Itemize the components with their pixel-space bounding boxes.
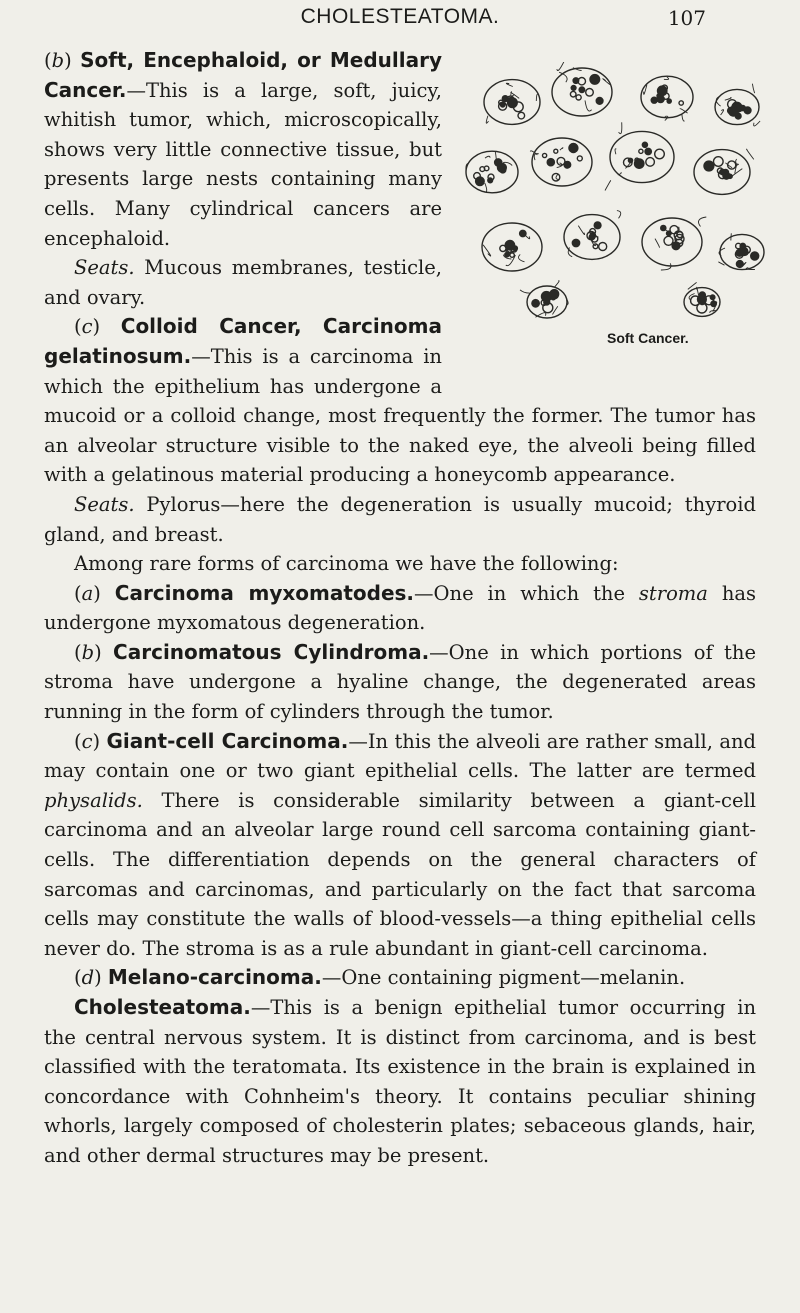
stroma-stroke [484, 183, 487, 192]
body-text [44, 46, 756, 1171]
section-text: —This is a benign epithelial tumor occurring in the central nervous system. It is distinct from carcinoma, and is best classified with the teratomata. Its existence in the brain is explained in concordance with Cohnheim's theory. It contains peculiar shining whorls, largely composed of cholesterin plates; sebaceous glands, hair, and other dermal structures may be present. [44, 996, 756, 1167]
cell [571, 86, 576, 91]
cell [594, 222, 601, 229]
cell [639, 149, 643, 153]
section-heading: Carcinomatous Cylindroma. [113, 639, 430, 664]
cell [505, 252, 509, 256]
cell [520, 230, 526, 236]
cell [569, 144, 578, 153]
section-giant-cell [44, 727, 756, 964]
cell [655, 149, 665, 159]
cell [554, 149, 558, 153]
cell [510, 253, 514, 257]
stroma-stroke [585, 100, 592, 111]
stroma-stroke [605, 181, 611, 191]
cell [543, 153, 547, 157]
cell [599, 243, 607, 251]
section-heading: Melano-carcinoma. [107, 965, 322, 990]
cell [667, 99, 671, 103]
cell [751, 252, 759, 260]
cell [488, 178, 493, 183]
cell [679, 101, 683, 105]
cell [645, 148, 651, 154]
stroma-stroke [615, 149, 616, 154]
stroma-stroke [721, 110, 724, 115]
stroma-stroke [619, 122, 622, 133]
seats-label: Seats. [74, 256, 135, 280]
page-header [0, 3, 800, 31]
cell [744, 107, 751, 114]
stroma-stroke [655, 239, 659, 248]
cell [651, 97, 657, 103]
section-text: —One in which the [414, 581, 639, 605]
section-text: —This is a large, soft, juicy, whitish tumor, which, microscopically, shows very little connective tissue, but presents large nests containing many cells. Many cylindrical cancers are encephaloid. [44, 78, 442, 250]
stroma-stroke [679, 227, 680, 230]
cell [579, 87, 585, 93]
stroma-stroke [506, 83, 512, 86]
stroma-stroke [698, 217, 706, 227]
section-text: —One in which portions of the stroma have undergone a hyaline change, the degenerated areas running in the form of cylinders through the tumor. [44, 640, 756, 724]
figure-caption: Soft Cancer. [607, 330, 689, 346]
cell [547, 159, 554, 166]
section-heading: Cholesteatoma. [74, 995, 251, 1019]
stroma-stroke [617, 211, 621, 219]
cell [714, 157, 724, 167]
seats-text: Mucous membranes, testicle, and ovary. [44, 256, 442, 309]
stroma-stroke [752, 84, 754, 93]
stroma-stroke [486, 116, 488, 123]
cell [505, 241, 514, 250]
stroma-stroke [559, 72, 567, 82]
section-heading: Colloid Cancer, Carcinoma gelatinosum. [44, 314, 442, 368]
cell [577, 156, 582, 161]
stroma-stroke [483, 245, 491, 256]
cell-nest-outline [532, 138, 592, 186]
section-cholesteatoma [44, 993, 756, 1171]
stroma-stroke [485, 156, 490, 158]
cell [573, 78, 579, 84]
seats-paragraph [44, 490, 756, 549]
cell [646, 158, 655, 167]
cell [576, 95, 581, 100]
section-text: has undergone myxomatous degeneration. [44, 581, 757, 635]
section-text: There is considerable similarity between a giant-cell carcinoma and an alveolar large round cell sarcoma containing giant-cells. The differentiation depends on the general characters of sarcomas and carcinomas, and particularly on the fact that sarcoma cells may constitute the walls of blood-vessels—a thing epithelial cells never do. The stroma is as a rule abundant in giant-cell carcinoma. [44, 788, 756, 960]
section-label: (c) [74, 315, 101, 339]
section-heading: Soft, Encephaloid, or Medullary Cancer. [44, 48, 442, 102]
italic-term: stroma [638, 581, 708, 605]
cell [586, 89, 594, 97]
cell [596, 98, 603, 105]
cell [635, 159, 644, 168]
cell [572, 239, 579, 246]
cell [658, 86, 667, 95]
soft-cancer-figure [452, 62, 770, 384]
stroma-stroke [682, 114, 685, 121]
cell [704, 161, 714, 171]
section-label: (b) [44, 49, 72, 72]
seats-text: Pylorus—here the degeneration is usually mucoid; thyroid gland, and breast. [44, 492, 756, 546]
section-cylindroma [44, 638, 756, 727]
cell-nest-outline [610, 131, 674, 182]
stroma-stroke [754, 121, 760, 126]
section-heading: Giant-cell Carcinoma. [106, 728, 349, 753]
stroma-stroke [664, 77, 669, 79]
stroma-stroke [730, 169, 742, 178]
section-melano-carcinoma [44, 963, 756, 993]
cell [664, 236, 673, 245]
cell [484, 166, 489, 171]
cell [710, 295, 715, 300]
rare-forms-intro: Among rare forms of carcinoma we have the following: [74, 552, 619, 576]
stroma-stroke [555, 281, 559, 287]
cell [570, 91, 576, 97]
stroma-stroke [520, 290, 530, 293]
section-text: —This is a carcinoma in which the epithelium has undergone a mucoid or a colloid change, most frequently the former. The tumor has an alveolar structure visible to the naked eye, the alveoli being filled with a gelatinous material producing a honeycomb appearance. [44, 344, 756, 487]
stroma-stroke [557, 62, 564, 71]
stroma-stroke [560, 148, 563, 150]
section-heading: Carcinoma myxomatodes. [114, 580, 415, 605]
section-text: —One containing pigment—melanin. [321, 966, 686, 990]
section-label: (a) [74, 581, 101, 605]
stroma-stroke [518, 254, 524, 261]
cell-nest-outline [466, 151, 518, 193]
page-number: 107 [667, 6, 706, 30]
cell [518, 112, 525, 119]
cell [550, 290, 559, 299]
section-myxomatodes [44, 579, 756, 638]
cell [532, 300, 539, 307]
section-label: (c) [74, 729, 101, 753]
stroma-stroke [747, 149, 754, 159]
cell [589, 234, 594, 239]
stroma-stroke [536, 94, 537, 101]
section-text: —In this the alveoli are rather small, and may contain one or two giant epithelial cells. The latter are termed [44, 729, 757, 783]
cell [495, 159, 502, 166]
seats-label: Seats. [74, 492, 135, 516]
section-label: (d) [74, 966, 102, 990]
cell-nest-outline [642, 218, 702, 266]
section-label: (b) [74, 640, 102, 664]
cell [590, 75, 600, 85]
cell [642, 142, 647, 147]
stroma-stroke [578, 226, 584, 235]
soft-cancer-illustration [452, 62, 770, 322]
running-head: CHOLESTEATOMA. [300, 5, 500, 28]
italic-term: physalids. [44, 788, 143, 812]
